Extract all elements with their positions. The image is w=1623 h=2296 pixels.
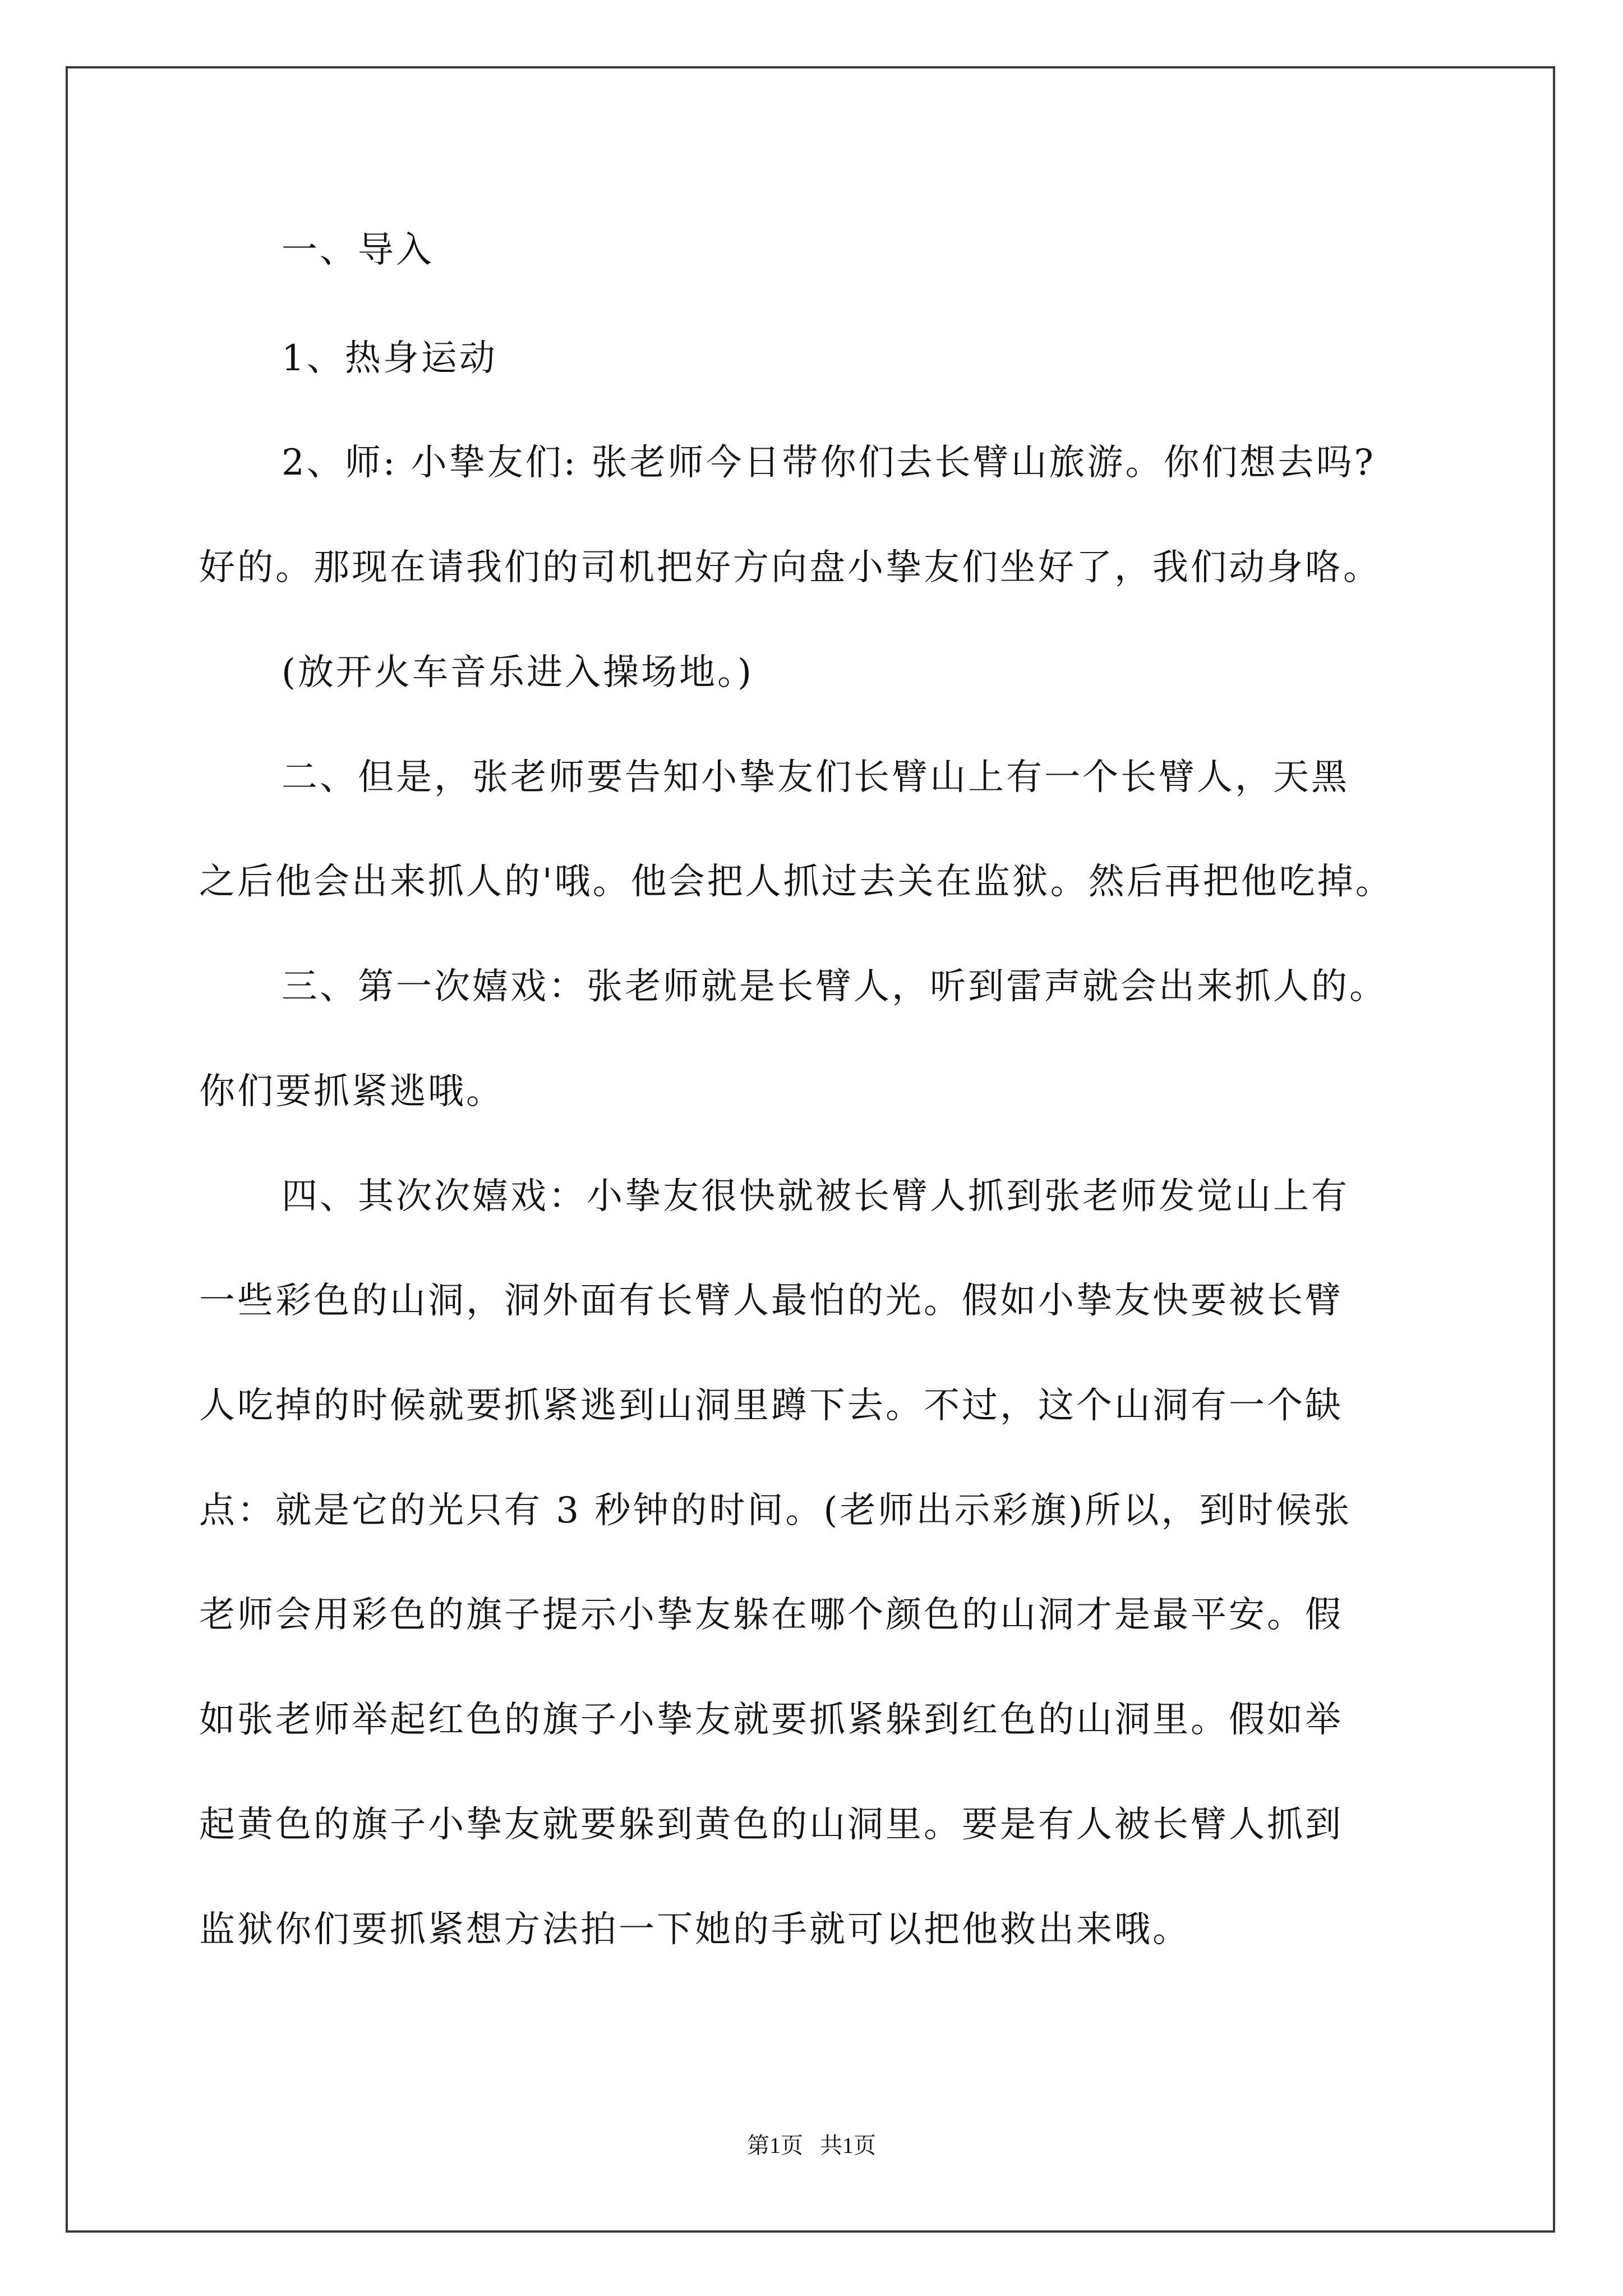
page-border	[66, 66, 1555, 2233]
paragraph-line: 好的。那现在请我们的司机把好方向盘小挚友们坐好了，我们动身咯。	[199, 547, 1381, 588]
paragraph-line: 2、师: 小挚友们: 张老师今日带你们去长臂山旅游。你们想去吗?	[282, 442, 1376, 484]
paragraph-line: 1、热身运动	[282, 338, 497, 379]
paragraph-line: 监狱你们要抓紧想方法拍一下她的手就可以把他救出来哦。	[199, 1909, 1191, 1950]
paragraph-line: (放开火车音乐进入操场地。)	[282, 652, 754, 693]
paragraph-line: 点：就是它的光只有 3 秒钟的时间。(老师出示彩旗)所以，到时候张	[199, 1490, 1352, 1531]
paragraph-line: 四、其次次嬉戏：小挚友很快就被长臂人抓到张老师发觉山上有	[282, 1176, 1349, 1217]
paragraph-line: 起黄色的旗子小挚友就要躲到黄色的山洞里。要是有人被长臂人抓到	[199, 1804, 1343, 1846]
paragraph-line: 老师会用彩色的旗子提示小挚友躲在哪个颜色的山洞才是最平安。假	[199, 1594, 1343, 1636]
paragraph-line: 一些彩色的山洞，洞外面有长臂人最怕的光。假如小挚友快要被长臂	[199, 1280, 1343, 1322]
page-footer: 第1页 共1页	[747, 2133, 876, 2158]
paragraph-line: 二、但是，张老师要告知小挚友们长臂山上有一个长臂人，天黑	[282, 757, 1349, 798]
heading-introduction: 一、导入	[282, 229, 434, 271]
paragraph-line: 你们要抓紧逃哦。	[199, 1071, 504, 1112]
paragraph-line: 人吃掉的时候就要抓紧逃到山洞里蹲下去。不过，这个山洞有一个缺	[199, 1385, 1343, 1427]
paragraph-line: 如张老师举起红色的旗子小挚友就要抓紧躲到红色的山洞里。假如举	[199, 1699, 1343, 1741]
paragraph-line: 三、第一次嬉戏：张老师就是长臂人，听到雷声就会出来抓人的。	[282, 966, 1387, 1007]
paragraph-line: 之后他会出来抓人的'哦。他会把人抓过去关在监狱。然后再把他吃掉。	[199, 861, 1394, 903]
